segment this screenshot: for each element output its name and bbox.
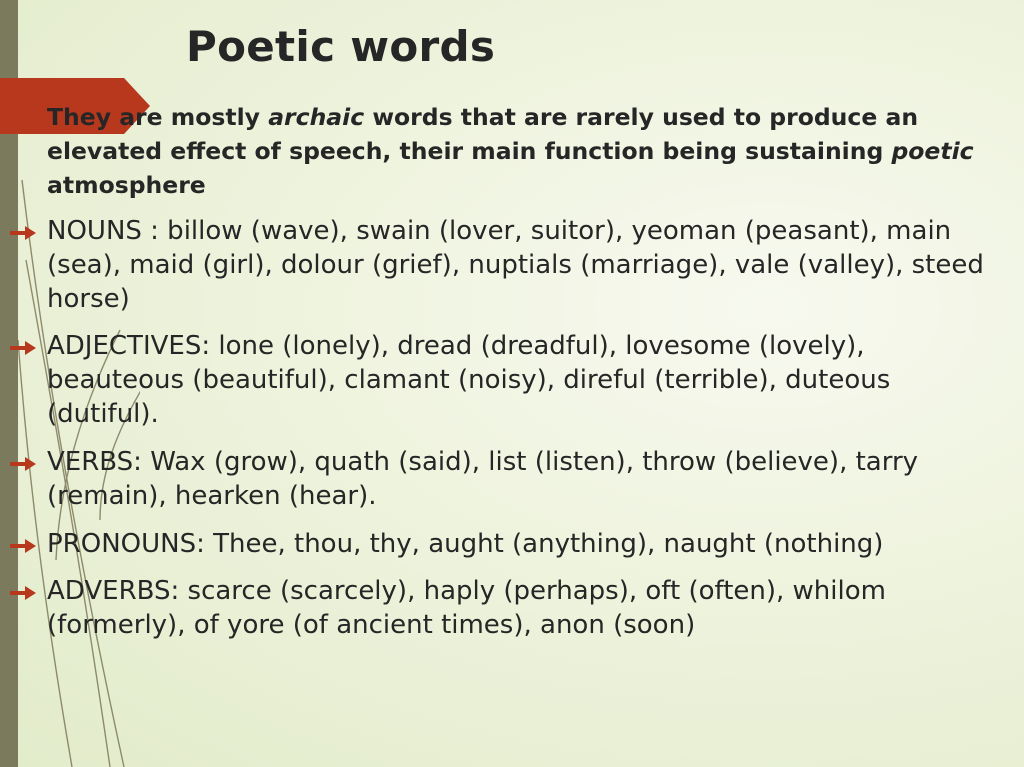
bullet-list	[0, 214, 1000, 642]
intro-text-1: They are mostly	[47, 103, 269, 131]
intro-paragraph	[47, 100, 997, 202]
bullet-text: NOUNS : billow (wave), swain (lover, suitor), yeoman (peasant), main (sea), maid (girl), dolour (grief), nuptials (marriage), vale (valley), steed horse)	[47, 216, 984, 314]
poetic-emphasis: poetic	[891, 137, 974, 165]
bullet-text: PRONOUNS: Thee, thou, thy, aught (anything), naught (nothing)	[47, 529, 884, 559]
bullet-pronouns	[0, 527, 1000, 561]
arrow-bullet-icon	[10, 457, 36, 471]
bullet-nouns	[0, 214, 1000, 316]
bullet-text: VERBS: Wax (grow), quath (said), list (listen), throw (believe), tarry (remain), hearken (hear).	[47, 447, 919, 511]
bullet-text: ADJECTIVES: lone (lonely), dread (dreadful), lovesome (lovely), beauteous (beautiful), clamant (noisy), direful (terrible), duteous (dutiful).	[47, 331, 891, 429]
slide-title: Poetic words	[186, 22, 496, 71]
archaic-emphasis: archaic	[268, 103, 365, 131]
arrow-bullet-icon	[10, 341, 36, 355]
bullet-adjectives	[0, 329, 1000, 431]
bullet-text: ADVERBS: scarce (scarcely), haply (perhaps), oft (often), whilom (formerly), of yore (of ancient times), anon (soon)	[47, 576, 886, 640]
intro-text-3: atmosphere	[47, 171, 206, 199]
intro-text-2: words that are rarely used to produce an elevated effect of speech, their main function being sustaining	[47, 103, 919, 165]
bullet-verbs	[0, 445, 1000, 513]
arrow-bullet-icon	[10, 226, 36, 240]
bullet-adverbs	[0, 574, 1000, 642]
arrow-bullet-icon	[10, 539, 36, 553]
arrow-bullet-icon	[10, 586, 36, 600]
